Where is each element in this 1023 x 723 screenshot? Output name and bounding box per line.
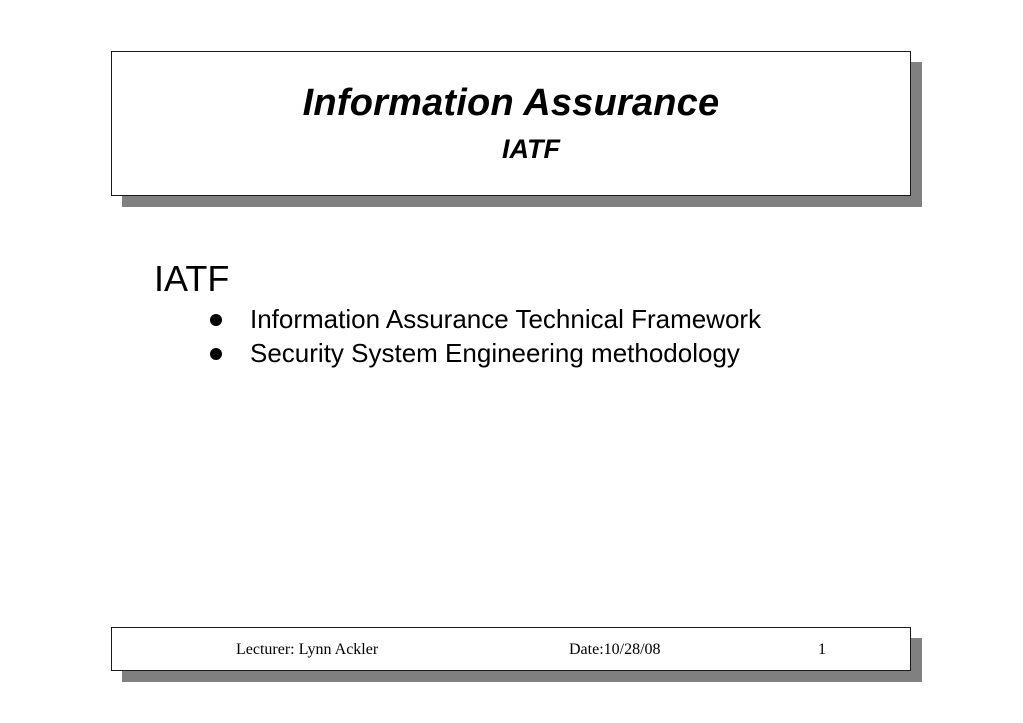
title-box — [111, 51, 911, 196]
footer-page-number: 1 — [818, 641, 826, 658]
bullet-text: Security System Engineering methodology — [250, 338, 740, 368]
slide-subtitle: IATF — [502, 134, 560, 164]
content-heading: IATF — [154, 258, 230, 299]
footer-date: Date:10/28/08 — [569, 641, 661, 658]
bullet-text: Information Assurance Technical Framework — [250, 304, 762, 334]
bullet-dot-icon — [210, 348, 222, 360]
bullet-dot-icon — [210, 314, 222, 326]
slide-title: Information Assurance — [302, 82, 720, 124]
footer-box — [111, 627, 911, 671]
footer-lecturer: Lecturer: Lynn Ackler — [236, 641, 379, 658]
